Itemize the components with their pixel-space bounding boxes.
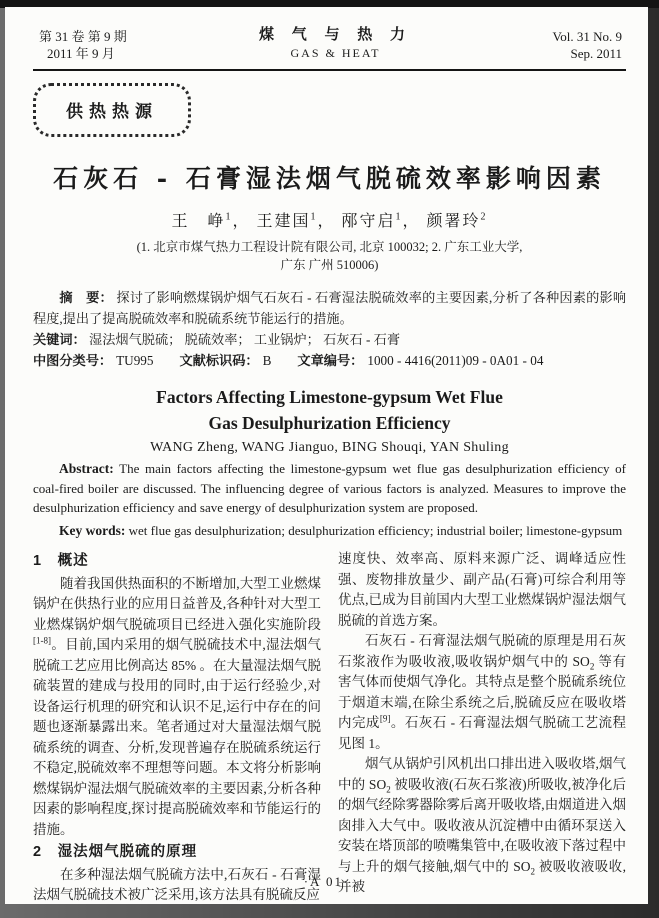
abstract-cn-label: 摘 要： bbox=[59, 290, 113, 305]
section-1-heading: 1 概述 bbox=[33, 553, 89, 569]
journal-title-block bbox=[159, 27, 512, 62]
keywords-en-label: Key words: bbox=[59, 522, 126, 538]
doc-code-label: 文献标识码： bbox=[179, 353, 259, 368]
section-2-paragraph-left: 在多种湿法烟气脱硫方法中,石灰石 - 石膏湿法烟气脱硫技术被广泛采用,该方法具有脱硫反应 bbox=[33, 866, 321, 902]
article-title-en bbox=[33, 384, 626, 436]
body-columns bbox=[33, 549, 626, 904]
affiliation-block bbox=[33, 238, 626, 274]
keywords-en-text: wet flue gas desulphurization; desulphurization efficiency; industrial boiler; limestone-gypsum bbox=[128, 522, 623, 538]
left-column bbox=[33, 549, 321, 904]
column-badge-row bbox=[33, 83, 626, 137]
page-number: ·A 01· bbox=[303, 874, 350, 889]
right-column bbox=[338, 549, 626, 904]
vol-no-text: Vol. 31 No. 9 bbox=[552, 29, 622, 44]
keywords-cn-text: 湿法烟气脱硫； 脱硫效率； 工业锅炉； 石灰石 - 石膏 bbox=[89, 332, 401, 347]
journal-title-cn: 煤 气 与 热 力 bbox=[258, 27, 412, 43]
right-paragraph-continuation: 速度快、效率高、原料来源广泛、调峰适应性强、废物排放量少、副产品(石膏)可综合利用等优点,已成为目前国内大型工业燃煤锅炉湿法烟气脱硫的首选方案。 bbox=[338, 551, 626, 628]
abstract-en-label: Abstract: bbox=[59, 461, 114, 476]
journal-title-en: GAS & HEAT bbox=[290, 46, 381, 60]
authors-cn: 王 峥$^1$， 王建国$^1$， 邴守启$^1$， 颜署玲$^2$ bbox=[171, 211, 488, 230]
right-paragraph-process: 烟气从锅炉引风机出口排出进入吸收塔,烟气中的 $SO_2$ 被吸收液(石灰石浆液)所吸收,被净化后的烟气经除雾器除雾后离开吸收塔,由烟道进入烟囱排入大气中。吸收液从沉淀槽中由循环泵送入安装在塔顶部的喷嘴集管中,在吸收液下落过程中与上升的烟气接触,烟气中的 $SO_2$ 被吸收液吸收,并被 bbox=[338, 756, 626, 894]
abstract-cn bbox=[33, 287, 626, 329]
header-vol-no-en bbox=[512, 28, 622, 62]
keywords-cn-label: 关键词： bbox=[33, 332, 86, 347]
article-id-label: 文章编号： bbox=[297, 353, 364, 368]
chinese-abstract-block bbox=[33, 287, 626, 371]
affiliation-line1: (1. 北京市煤气热力工程设计院有限公司, 北京 100032; 2. 广东工业大学, bbox=[136, 240, 523, 254]
header-volume-issue bbox=[39, 28, 159, 62]
abstract-en bbox=[33, 459, 626, 518]
right-paragraph-principle: 石灰石 - 石膏湿法烟气脱硫的原理是用石灰石浆液作为吸收液,吸收锅炉烟气中的 $SO_2$ 等有害气体而使烟气净化。其特点是整个脱硫系统位于烟道末端,在除尘系统之后,脱硫反应在吸收塔内完成[9]。石灰石 - 石膏湿法烟气脱硫工艺流程见图 1。 bbox=[338, 633, 627, 751]
clc-label: 中图分类号： bbox=[33, 353, 113, 368]
section-1-paragraph: 随着我国供热面积的不断增加,大型工业燃煤锅炉在供热行业的应用日益普及,各种针对大型工业燃煤锅炉烟气脱硫项目已经进入强化实施阶段[1-8]。目前,国内采用的烟气脱硫技术中,湿法烟气脱硫工艺应用比例高达 85% 。在大量湿法烟气脱硫装置的建成与投用的同时,由于运行经验少,对设备运行机理的研究和认识不足,运行中存在的问题也逐渐暴露出来。笔者通过对大量湿法烟气脱硫系统的调查、分析,发现普遍存在脱硫系统运行不稳定,脱硫效率不理想等问题。本文将分析影响燃煤锅炉湿法烟气脱硫效率的主要因素,分析各种因素的影响程度,探讨提高脱硫效率和节能运行的措施。 bbox=[33, 575, 321, 837]
section-2-heading: 2 湿法烟气脱硫的原理 bbox=[33, 844, 198, 860]
date-en-text: Sep. 2011 bbox=[570, 46, 622, 61]
article-title-en-line2: Gas Desulphurization Efficiency bbox=[208, 413, 451, 433]
article-title-cn: 石灰石 - 石膏湿法烟气脱硫效率影响因素 bbox=[53, 164, 606, 193]
doc-code-value: B bbox=[262, 353, 272, 368]
affiliation-line2: 广东 广州 510006) bbox=[280, 258, 379, 272]
article-id-value: 1000 - 4416(2011)09 - 0A01 - 04 bbox=[367, 353, 544, 368]
keywords-en bbox=[33, 521, 626, 541]
column-badge bbox=[33, 83, 191, 137]
abstract-cn-text: 探讨了影响燃煤锅炉烟气石灰石 - 石膏湿法脱硫效率的主要因素,分析了各种因素的影响程度,提出了提高脱硫效率和脱硫系统节能运行的措施。 bbox=[33, 290, 627, 326]
issue-date-text: 2011 年 9 月 bbox=[47, 46, 115, 61]
column-badge-label: 供热热源 bbox=[66, 102, 158, 121]
abstract-en-text: The main factors affecting the limestone-gypsum wet flue gas desulphurization efficiency of coal-fired boiler are discussed. The influencing degree of various factors is analyzed. Measures to improve the desulphurization efficiency and save energy of desulphurization system are proposed. bbox=[33, 461, 627, 515]
article-title-en-line1: Factors Affecting Limestone-gypsum Wet Flue bbox=[156, 387, 503, 407]
classification-line bbox=[33, 350, 626, 371]
clc-value: TU995 bbox=[116, 353, 154, 368]
authors-en: WANG Zheng, WANG Jianguo, BING Shouqi, YAN Shuling bbox=[150, 440, 509, 455]
keywords-cn bbox=[33, 329, 626, 350]
journal-header bbox=[33, 27, 626, 71]
volume-issue-text: 第 31 卷 第 9 期 bbox=[39, 29, 127, 44]
journal-page bbox=[5, 7, 648, 904]
